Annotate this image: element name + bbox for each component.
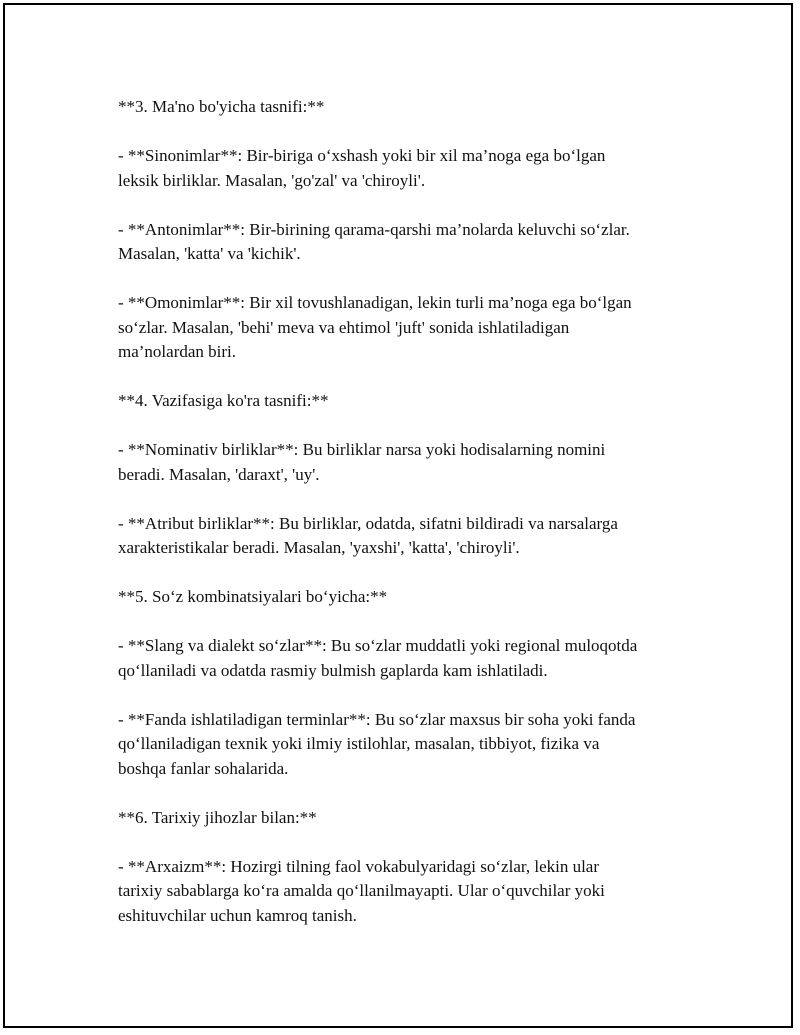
document-body: [118, 95, 688, 953]
paragraph-nominativ: [118, 438, 688, 487]
text-line: **6. Tarixiy jihozlar bilan:**: [118, 807, 317, 827]
paragraph-terminlar: [118, 708, 688, 782]
text-line: **5. So‘z kombinatsiyalari bo‘yicha:**: [118, 587, 388, 606]
section-heading-4: [118, 389, 688, 414]
text-line: **4. Vazifasiga ko'ra tasnifi:**: [118, 391, 329, 410]
section-heading-6: [118, 806, 688, 831]
text-line: Masalan, 'katta' va 'kichik'.: [118, 244, 301, 263]
paragraph-sinonimlar: [118, 144, 688, 193]
text-line: - **Omonimlar**: Bir xil tovushlanadigan, lekin turli ma’noga ega bo‘lgan: [118, 293, 632, 312]
paragraph-omonimlar: [118, 291, 688, 365]
text-line: - **Fanda ishlatiladigan terminlar**: Bu so‘zlar maxsus bir soha yoki fanda: [118, 709, 636, 729]
text-line: - **Atribut birliklar**: Bu birliklar, odatda, sifatni bildiradi va narsalarga: [118, 513, 618, 533]
text-line: xarakteristikalar beradi. Masalan, 'yaxshi', 'katta', 'chiroyli'.: [118, 538, 520, 557]
text-line: eshituvchilar uchun kamroq tanish.: [118, 905, 357, 925]
text-line: tarixiy sabablarga ko‘ra amalda qo‘llanilmayapti. Ular o‘quvchilar yoki: [118, 881, 605, 900]
section-heading-5: [118, 585, 688, 610]
text-line: qo‘llaniladi va odatda rasmiy bulmish gaplarda kam ishlatiladi.: [118, 660, 548, 680]
text-line: beradi. Masalan, 'daraxt', 'uy'.: [118, 464, 320, 484]
text-line: boshqa fanlar sohalarida.: [118, 758, 289, 778]
text-line: ma’nolardan biri.: [118, 342, 237, 361]
text-line: - **Sinonimlar**: Bir-biriga o‘xshash yoki bir xil ma’noga ega bo‘lgan: [118, 146, 606, 165]
text-line: so‘zlar. Masalan, 'behi' meva va ehtimol 'juft' sonida ishlatiladigan: [118, 317, 570, 337]
paragraph-atribut: [118, 512, 688, 561]
paragraph-antonimlar: [118, 218, 688, 267]
text-line: **3. Ma'no bo'yicha tasnifi:**: [118, 97, 325, 116]
section-heading-3: [118, 95, 688, 120]
paragraph-arxaizm: [118, 855, 688, 929]
text-line: - **Arxaizm**: Hozirgi tilning faol vokabulyaridagi so‘zlar, lekin ular: [118, 856, 600, 876]
text-line: - **Slang va dialekt so‘zlar**: Bu so‘zlar muddatli yoki regional muloqotda: [118, 636, 638, 655]
text-line: leksik birliklar. Masalan, 'go'zal' va 'chiroyli'.: [118, 170, 426, 190]
paragraph-slang: [118, 634, 688, 683]
text-line: qo‘llaniladigan texnik yoki ilmiy istilohlar, masalan, tibbiyot, fizika va: [118, 734, 600, 753]
text-line: - **Antonimlar**: Bir-birining qarama-qarshi ma’nolarda keluvchi so‘zlar.: [118, 219, 630, 239]
text-line: - **Nominativ birliklar**: Bu birliklar narsa yoki hodisalarning nomini: [118, 440, 606, 459]
